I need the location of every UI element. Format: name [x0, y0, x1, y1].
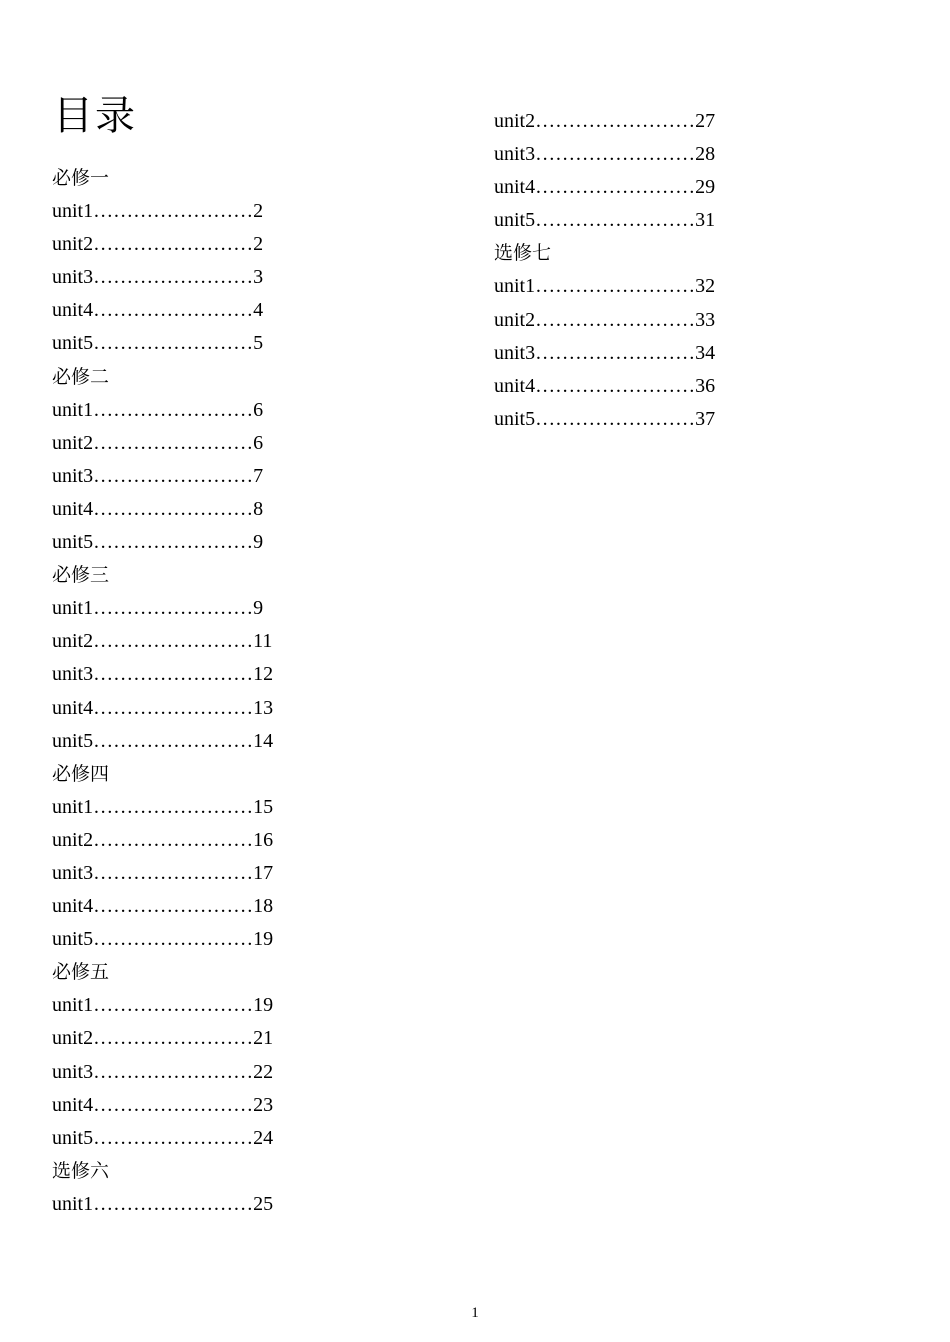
- toc-section-heading: 必修四: [52, 762, 110, 785]
- toc-entry: [494, 138, 715, 171]
- toc-entry-unit: unit5: [52, 1126, 94, 1149]
- toc-entry-page: 25: [253, 1192, 274, 1215]
- toc-entry-unit: unit1: [494, 275, 536, 298]
- toc-entry-unit: unit2: [52, 828, 94, 851]
- toc-entry-page: 5: [253, 332, 264, 355]
- toc-leader-dots: ……………………: [535, 374, 696, 397]
- toc-entry-page: 14: [253, 729, 274, 752]
- toc-entry: [52, 1188, 273, 1221]
- toc-leader-dots: ……………………: [93, 795, 254, 818]
- toc-leader-dots: ……………………: [93, 663, 254, 686]
- toc-entry-unit: unit4: [52, 497, 94, 520]
- toc-entry-page: 29: [695, 176, 716, 199]
- toc-entry-unit: unit1: [52, 200, 94, 223]
- toc-leader-dots: ……………………: [535, 209, 696, 232]
- toc-entry-unit: unit2: [52, 1027, 94, 1050]
- toc-section-heading: 必修三: [52, 564, 110, 587]
- toc-leader-dots: ……………………: [93, 1027, 254, 1050]
- toc-section-heading: 必修五: [52, 961, 110, 984]
- toc-leader-dots: ……………………: [93, 696, 254, 719]
- toc-leader-dots: ……………………: [535, 110, 696, 132]
- toc-leader-dots: ……………………: [93, 1126, 254, 1149]
- toc-entry: [52, 327, 273, 360]
- toc-entry-page: 12: [253, 663, 274, 686]
- toc-entry-unit: unit1: [52, 795, 94, 818]
- toc-entry: [52, 725, 273, 758]
- toc-entry-unit: unit3: [494, 143, 536, 166]
- toc-entry-unit: unit5: [52, 332, 94, 355]
- toc-entry: [52, 195, 273, 228]
- toc-leader-dots: ……………………: [93, 431, 254, 454]
- toc-entry-unit: unit2: [494, 110, 536, 132]
- toc-entry: [52, 857, 273, 890]
- toc-entry: [52, 989, 273, 1022]
- toc-leader-dots: ……………………: [535, 176, 696, 199]
- toc-entry-page: 9: [253, 597, 264, 620]
- toc-entry-unit: unit3: [52, 1060, 94, 1083]
- toc-leader-dots: ……………………: [93, 597, 254, 620]
- toc-entry-page: 8: [253, 497, 264, 520]
- toc-entry-page: 11: [253, 630, 273, 653]
- toc-leader-dots: ……………………: [93, 299, 254, 322]
- toc-entry-page: 4: [253, 299, 264, 322]
- toc-leader-dots: ……………………: [93, 200, 254, 223]
- toc-entry: [52, 261, 273, 294]
- toc-entry: [52, 824, 273, 857]
- toc-section-heading: 必修二: [52, 365, 110, 388]
- toc-leader-dots: ……………………: [535, 341, 696, 364]
- toc-leader-dots: ……………………: [93, 233, 254, 256]
- toc-entry-unit: unit5: [494, 407, 536, 430]
- toc-entry-unit: unit5: [494, 209, 536, 232]
- toc-left-column: [52, 162, 273, 1221]
- toc-entry-unit: unit3: [494, 341, 536, 364]
- toc-entry-unit: unit2: [52, 431, 94, 454]
- toc-entry-unit: unit3: [52, 266, 94, 289]
- toc-entry: [52, 526, 273, 559]
- toc-entry-page: 2: [253, 200, 264, 223]
- toc-section-heading: 必修一: [52, 167, 110, 189]
- toc-entry-page: 17: [253, 861, 274, 884]
- toc-entry-page: 19: [253, 928, 274, 951]
- toc-entry-page: 6: [253, 398, 264, 421]
- toc-entry-page: 23: [253, 1093, 274, 1116]
- toc-right-column: [494, 105, 715, 436]
- toc-entry-page: 2: [253, 233, 264, 256]
- toc-entry: [52, 923, 273, 956]
- toc-entry-unit: unit3: [52, 663, 94, 686]
- toc-entry: [52, 460, 273, 493]
- toc-entry-unit: unit4: [494, 374, 536, 397]
- toc-leader-dots: ……………………: [93, 895, 254, 918]
- toc-entry-unit: unit1: [52, 1192, 94, 1215]
- toc-entry-page: 13: [253, 696, 274, 719]
- toc-entry-page: 19: [253, 994, 274, 1017]
- toc-entry: [494, 204, 715, 237]
- toc-entry: [494, 304, 715, 337]
- toc-entry: [52, 1122, 273, 1155]
- toc-leader-dots: ……………………: [93, 398, 254, 421]
- toc-leader-dots: ……………………: [93, 729, 254, 752]
- toc-entry-page: 21: [253, 1027, 274, 1050]
- toc-entry-page: 33: [695, 308, 716, 331]
- toc-entry-page: 31: [695, 209, 716, 232]
- toc-entry-unit: unit5: [52, 928, 94, 951]
- toc-entry-page: 16: [253, 828, 274, 851]
- toc-entry: [52, 791, 273, 824]
- toc-leader-dots: ……………………: [93, 928, 254, 951]
- toc-entry: [52, 692, 273, 725]
- toc-entry: [52, 427, 273, 460]
- toc-entry-unit: unit4: [52, 696, 94, 719]
- toc-entry-unit: unit1: [52, 597, 94, 620]
- toc-entry-page: 18: [253, 895, 274, 918]
- toc-entry-page: 24: [253, 1126, 274, 1149]
- toc-entry-unit: unit2: [494, 308, 536, 331]
- toc-entry-unit: unit4: [52, 895, 94, 918]
- toc-entry-page: 34: [695, 341, 716, 364]
- toc-section-heading: 选修六: [52, 1159, 110, 1182]
- toc-entry-page: 6: [253, 431, 264, 454]
- toc-leader-dots: ……………………: [93, 1192, 254, 1215]
- toc-leader-dots: ……………………: [93, 531, 254, 554]
- toc-leader-dots: ……………………: [535, 407, 696, 430]
- toc-entry: [494, 337, 715, 370]
- toc-entry: [52, 1022, 273, 1055]
- toc-entry-page: 37: [695, 407, 716, 430]
- toc-entry: [52, 890, 273, 923]
- toc-entry-page: 32: [695, 275, 716, 298]
- toc-leader-dots: ……………………: [535, 308, 696, 331]
- toc-leader-dots: ……………………: [93, 332, 254, 355]
- toc-entry: [494, 270, 715, 303]
- toc-entry: [52, 228, 273, 261]
- toc-leader-dots: ……………………: [535, 143, 696, 166]
- toc-leader-dots: ……………………: [93, 630, 254, 653]
- toc-entry-unit: unit1: [52, 994, 94, 1017]
- page-title: 目录: [53, 93, 137, 139]
- toc-leader-dots: ……………………: [93, 1093, 254, 1116]
- toc-entry: [52, 1089, 273, 1122]
- toc-entry-page: 15: [253, 795, 274, 818]
- toc-leader-dots: ……………………: [93, 1060, 254, 1083]
- toc-leader-dots: ……………………: [535, 275, 696, 298]
- toc-leader-dots: ……………………: [93, 266, 254, 289]
- toc-entry-unit: unit3: [52, 861, 94, 884]
- toc-entry: [494, 370, 715, 403]
- toc-entry: [52, 1056, 273, 1089]
- toc-entry-unit: unit1: [52, 398, 94, 421]
- toc-entry: [494, 171, 715, 204]
- toc-leader-dots: ……………………: [93, 497, 254, 520]
- toc-entry-unit: unit2: [52, 630, 94, 653]
- toc-entry: [52, 592, 273, 625]
- toc-entry-unit: unit5: [52, 531, 94, 554]
- toc-entry: [52, 394, 273, 427]
- toc-entry-page: 36: [695, 374, 716, 397]
- toc-entry-unit: unit4: [52, 1093, 94, 1116]
- toc-leader-dots: ……………………: [93, 861, 254, 884]
- toc-leader-dots: ……………………: [93, 828, 254, 851]
- toc-leader-dots: ……………………: [93, 994, 254, 1017]
- toc-entry-page: 7: [253, 464, 264, 487]
- toc-entry-page: 3: [253, 266, 264, 289]
- toc-leader-dots: ……………………: [93, 464, 254, 487]
- toc-entry: [494, 403, 715, 436]
- toc-section-heading: 选修七: [494, 242, 552, 265]
- toc-entry-unit: unit4: [494, 176, 536, 199]
- toc-entry-page: 27: [695, 110, 716, 132]
- toc-entry-page: 28: [695, 143, 716, 166]
- toc-entry-page: 22: [253, 1060, 274, 1083]
- toc-entry: [52, 625, 273, 658]
- toc-entry: [52, 493, 273, 526]
- toc-entry-page: 9: [253, 531, 264, 554]
- toc-entry-unit: unit3: [52, 464, 94, 487]
- toc-entry-unit: unit4: [52, 299, 94, 322]
- toc-entry: [494, 105, 715, 138]
- toc-entry-unit: unit5: [52, 729, 94, 752]
- toc-entry: [52, 294, 273, 327]
- toc-entry: [52, 658, 273, 691]
- page-number: 1: [471, 1305, 479, 1321]
- toc-entry-unit: unit2: [52, 233, 94, 256]
